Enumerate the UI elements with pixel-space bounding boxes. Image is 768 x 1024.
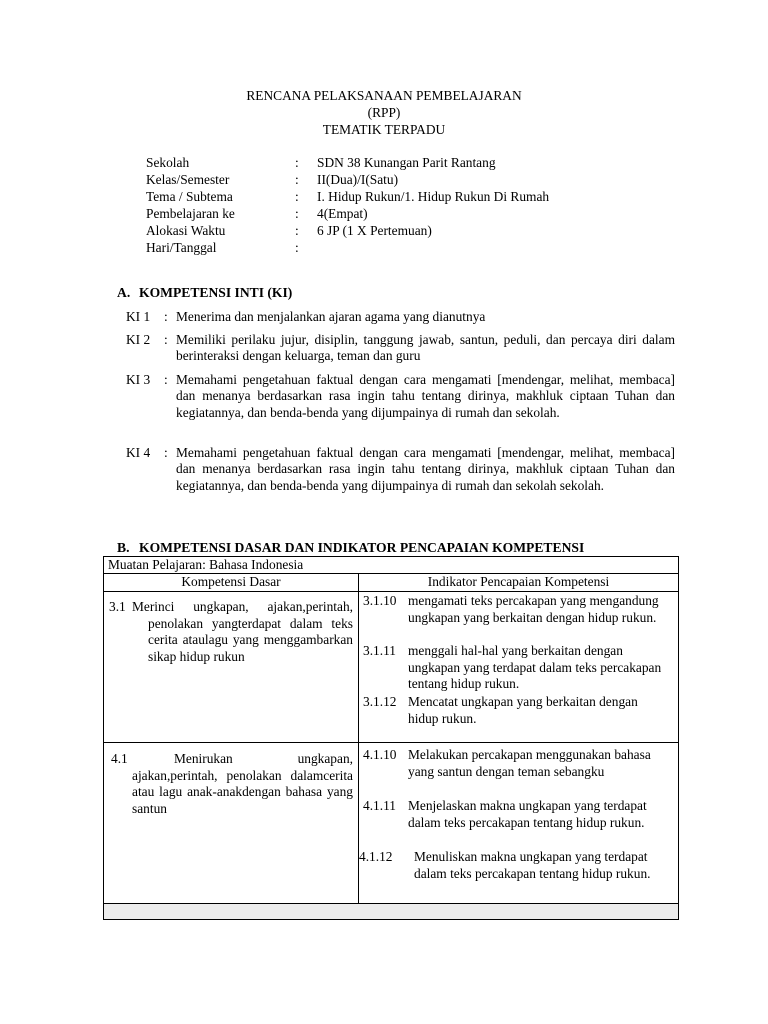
kd-cell: [104, 743, 359, 904]
identity-row-alokasi: [146, 223, 746, 240]
indicator-text: Melakukan percakapan menggunakan bahasa yang santun dengan teman sebangku: [408, 747, 651, 779]
ki-colon: :: [164, 372, 168, 387]
ki-code: KI 3: [126, 372, 151, 387]
identity-row-kelas: [146, 172, 746, 189]
ki-colon: :: [164, 309, 168, 324]
kd-text: [132, 751, 353, 817]
section-title: KOMPETENSI INTI (KI): [139, 285, 293, 300]
indicator-code: 4.1.11: [363, 798, 396, 814]
ki-text: Memahami pengetahuan faktual dengan cara mengamati [mendengar, melihat, membaca] dan menanya berdasarkan rasa ingin tahu tentang dirinya, makhluk ciptaan Tuhan dan kegiatannya, dan benda-benda yang dijumpainya di rumah dan sekolah.: [176, 372, 675, 420]
identity-row-pembelajaran: [146, 206, 746, 223]
identity-label: Tema / Subtema: [146, 189, 233, 204]
kd-code: 4.1: [111, 751, 128, 767]
ki-colon: :: [164, 445, 168, 460]
identity-label: Alokasi Waktu: [146, 223, 226, 238]
indicator-item: [363, 694, 673, 726]
identity-value: I. Hidup Rukun/1. Hidup Rukun Di Rumah: [317, 189, 550, 204]
indicator-text: Menjelaskan makna ungkapan yang terdapat dalam teks percakapan tentang hidup rukun.: [408, 798, 647, 830]
indicator-text: Mencatat ungkapan yang berkaitan dengan hidup rukun.: [408, 694, 638, 726]
section-title: KOMPETENSI DASAR DAN INDIKATOR PENCAPAIAN KOMPETENSI: [139, 540, 585, 555]
ki-code: KI 1: [126, 309, 151, 324]
identity-row-hari: [146, 240, 746, 257]
indicator-item: [363, 643, 673, 692]
kd-code: 3.1: [109, 599, 126, 615]
section-a-heading: [117, 285, 292, 301]
identity-value: SDN 38 Kunangan Parit Rantang: [317, 155, 496, 170]
indicator-cell: [359, 592, 679, 743]
indicator-item: [363, 798, 673, 830]
indicator-code: 3.1.10: [363, 593, 397, 609]
kd-text-body: Menirukan ungkapan, ajakan,perintah, penolakan dalamcerita atau lagu anak-anakdengan bahasa yang santun: [132, 751, 353, 816]
indicator-text: [408, 593, 671, 626]
ki-text: Memahami pengetahuan faktual dengan cara mengamati [mendengar, melihat, membaca] dan menanya berdasarkan rasa ingin tahu tentang dirinya, makhluk ciptaan Tuhan dan kegiatannya, dan benda-benda yang dijumpainya di rumah dan sekolah sekolah.: [176, 445, 675, 493]
indicator-item: [359, 849, 673, 881]
indicator-text: menggali hal-hal yang berkaitan dengan ungkapan yang terdapat dalam teks percakapan tentang hidup rukun.: [408, 643, 662, 692]
indicator-code: 4.1.10: [363, 747, 397, 763]
document-type: TEMATIK TERPADU: [322, 122, 446, 137]
subject-cell: Muatan Pelajaran: Bahasa Indonesia: [104, 557, 679, 574]
identity-value: II(Dua)/I(Satu): [317, 172, 399, 187]
ki-text: Memiliki perilaku jujur, disiplin, tanggung jawab, santun, peduli, dan percaya diri dalam berinteraksi dengan keluarga, teman dan guru: [176, 332, 675, 364]
column-header-ipk: Indikator Pencapaian Kompetensi: [359, 574, 679, 592]
document-subtitle: (RPP): [367, 105, 401, 120]
identity-colon: :: [295, 172, 299, 187]
indicator-text: Menuliskan makna ungkapan yang terdapat dalam teks percakapan tentang hidup rukun.: [414, 849, 651, 881]
ki-colon: :: [164, 332, 168, 347]
identity-value: 4(Empat): [317, 206, 368, 221]
document-title: RENCANA PELAKSANAAN PEMBELAJARAN: [246, 88, 522, 103]
section-b-heading: [117, 540, 584, 556]
identity-colon: :: [295, 189, 299, 204]
indicator-code: 3.1.12: [363, 694, 397, 710]
identity-label: Sekolah: [146, 155, 190, 170]
ki-text: Menerima dan menjalankan ajaran agama yang dianutnya: [176, 309, 486, 324]
identity-colon: :: [295, 240, 299, 255]
indicator-text-body: mengamati teks percakapan yang mengandung ungkapan yang berkaitan dengan hidup rukun.: [408, 593, 659, 625]
kd-table: [103, 556, 679, 920]
ki-code: KI 4: [126, 445, 151, 460]
indicator-code: 3.1.11: [363, 643, 396, 659]
identity-label: Hari/Tanggal: [146, 240, 217, 255]
indicator-item: [363, 593, 673, 625]
kd-cell: [104, 592, 359, 743]
indicator-cell: [359, 743, 679, 904]
identity-colon: :: [295, 155, 299, 170]
identity-label: Kelas/Semester: [146, 172, 230, 187]
identity-row-tema: [146, 189, 746, 206]
identity-row-sekolah: [146, 155, 746, 172]
indicator-code: 4.1.12: [359, 849, 393, 865]
indicator-item: [363, 747, 673, 779]
kd-text-body: Merinci ungkapan, ajakan,perintah, penolakan yangterdapat dalam teks cerita ataulagu yang menggambarkan sikap hidup rukun: [132, 599, 353, 664]
section-letter: A.: [117, 285, 131, 300]
identity-value: 6 JP (1 X Pertemuan): [317, 223, 432, 238]
identity-colon: :: [295, 206, 299, 221]
empty-row: [104, 904, 679, 920]
identity-label: Pembelajaran ke: [146, 206, 235, 221]
section-letter: B.: [117, 540, 130, 555]
kd-text: [132, 599, 353, 665]
ki-code: KI 2: [126, 332, 151, 347]
identity-colon: :: [295, 223, 299, 238]
column-header-kd: Kompetensi Dasar: [104, 574, 359, 592]
